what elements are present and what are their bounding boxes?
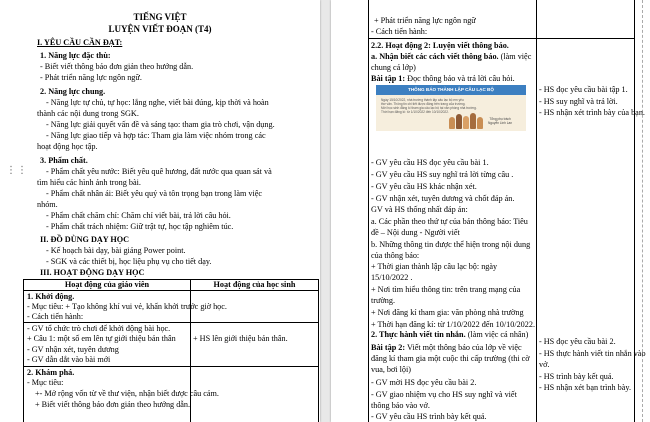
- drag-handle-icon[interactable]: ⋮⋮: [6, 165, 28, 176]
- table-cell: - GV yêu cầu HS suy nghĩ trả lời từng câu .: [371, 170, 514, 179]
- notice-signature-name: Nguyễn Linh Lan: [488, 121, 513, 125]
- table-cell: + Thời hạn đăng kí: từ 1/10/2022 đến 10/10/2022.: [371, 320, 536, 329]
- table-cell: - HS đọc yêu cầu bài tập 1.: [539, 85, 628, 94]
- table-cell: + Biết viết thông báo đơn giản theo hướng dẫn.: [35, 400, 191, 409]
- table-cell: (làm việc cá nhân): [467, 330, 529, 339]
- table-cell: chung cả lớp): [371, 63, 416, 72]
- right-page: [331, 0, 650, 422]
- table-cell: vở.: [539, 360, 550, 369]
- section-heading: II. ĐỒ DÙNG DẠY HỌC: [40, 235, 130, 244]
- text-line: - Phẩm chất yêu nước: Biết yêu quê hương, đất nước qua quan sát và: [46, 167, 272, 176]
- table-cell: b. Những thông tin được thể hiện trong nội dung: [371, 240, 531, 249]
- table-cell: thông báo vào vở.: [371, 401, 430, 410]
- table-cell: - GV yêu cầu HS khác nhận xét.: [371, 182, 477, 191]
- table-cell: - HS thực hành viết tin nhắn vào: [539, 349, 646, 358]
- table-border: [536, 0, 537, 422]
- table-cell: (làm việc: [500, 52, 532, 61]
- text-line: - Năng lực tự chủ, tự học: lắng nghe, viết bài đúng, kịp thời và hoàn: [46, 98, 269, 107]
- table-cell: - HS nhận xét bạn trình bày.: [539, 383, 632, 392]
- subheading: 2. Năng lực chung.: [40, 87, 106, 96]
- table-cell: - GV yêu cầu HS đọc yêu cầu bài 1.: [371, 158, 489, 167]
- table-cell: + Phát triển năng lực ngôn ngữ: [374, 16, 476, 25]
- table-cell: + Nơi tìm hiểu thông tin: trên trang mạng của: [371, 285, 521, 294]
- table-cell: - HS suy nghĩ và trả lời.: [539, 97, 618, 106]
- table-border: [318, 279, 319, 422]
- table-cell: đề – Nội dung - Người viết: [371, 228, 460, 237]
- table-cell: - Cách tiến hành:: [371, 27, 428, 36]
- text-line: - Năng lực giao tiếp và hợp tác: Tham gia làm việc nhóm trong các: [46, 131, 266, 140]
- exercise-label: Bài tập 1:: [371, 74, 406, 83]
- notice-signature: [488, 117, 512, 125]
- exercise-label: Bài tập 2:: [371, 343, 406, 352]
- table-cell: - HS trình bày kết quả.: [539, 372, 614, 381]
- table-border: [190, 279, 191, 422]
- table-cell: - GV nhận xét, tuyên dương và chốt đáp án.: [371, 194, 515, 203]
- table-border: [23, 290, 319, 291]
- left-page: [0, 0, 320, 422]
- table-cell: - HS đọc yêu cầu bài 2.: [539, 337, 616, 346]
- table-cell: - GV tổ chức trò chơi để khởi động bài học.: [27, 324, 171, 333]
- notice-image: [376, 85, 526, 131]
- table-cell: đăng kí tham gia một cuộc thi cấp trường (thi cờ: [371, 354, 530, 363]
- table-cell: + Nơi đăng kí tham gia: văn phòng nhà trường: [371, 308, 524, 317]
- table-cell: - GV giao nhiệm vụ cho HS suy nghĩ và viết: [371, 390, 517, 399]
- table-border: [23, 366, 319, 367]
- table-cell: +- Mở rộng vốn từ về thư viện, nhận biết được câu cảm.: [35, 389, 219, 398]
- text-line: - Phẩm chất chăm chỉ: Chăm chỉ viết bài, trả lời câu hỏi.: [46, 211, 231, 220]
- table-cell: 2. Thực hành viết tin nhắn.: [371, 330, 466, 339]
- subject-title: TIẾNG VIỆT: [133, 12, 187, 22]
- text-line: thành các nội dung trong SGK.: [37, 109, 139, 118]
- people-illustration-icon: [448, 113, 484, 129]
- table-border: [368, 0, 369, 422]
- notice-text: Ngày 15/10/2022, nhà trường thành lập câu lạc bộ em yêu: [381, 98, 464, 102]
- text-line: nhóm.: [37, 200, 58, 209]
- notice-text: Thời hạn đăng kí: từ 1/10/2022 đến 10/10/2022.: [381, 110, 449, 114]
- table-cell: a. Nhận biết các cách viết thông báo.: [371, 52, 499, 61]
- text-line: - Phẩm chất nhân ái: Biết yêu quý và tôn trọng bạn trong làm việc: [46, 189, 263, 198]
- table-cell: + Câu 1: một số em lên tự giới thiệu bản thân: [27, 334, 176, 343]
- table-cell: - HS nhận xét trình bày của bạn.: [539, 108, 645, 117]
- table-cell: Đọc thông báo và trả lời câu hỏi.: [407, 74, 515, 83]
- subheading: 1. Năng lực đặc thù:: [40, 51, 111, 60]
- table-cell: - GV mời HS đọc yêu cầu bài 2.: [371, 378, 477, 387]
- section-heading: III. HOẠT ĐỘNG DẠY HỌC: [40, 268, 145, 277]
- notice-text: Mời học sinh đăng kí tham gia câu lạc bộ tại văn phòng nhà trường.: [381, 106, 477, 110]
- table-cell: - Mục tiêu:: [27, 378, 64, 387]
- table-border: [23, 322, 319, 323]
- text-line: - Năng lực giải quyết vấn đề và sáng tạo: tham gia trò chơi, vận dụng.: [46, 120, 275, 129]
- table-cell: 15/10/2022 .: [371, 273, 413, 282]
- table-header-teacher: Hoạt động của giáo viên: [64, 280, 150, 289]
- table-border: [368, 38, 634, 39]
- text-line: - Phát triển năng lực ngôn ngữ.: [40, 73, 142, 82]
- table-cell: a. Các phần theo thứ tự của bản thông báo: Tiêu: [371, 217, 528, 226]
- table-cell: - Cách tiến hành:: [27, 312, 84, 321]
- table-cell: Viết một thông báo của lớp về việc: [407, 343, 522, 352]
- table-cell: GV và HS thống nhất đáp án:: [371, 205, 468, 214]
- text-line: - Kế hoạch bài dạy, bài giảng Power point.: [46, 246, 186, 255]
- subheading: 3. Phẩm chất.: [40, 156, 88, 165]
- table-cell: - GV dẫn dắt vào bài mới: [27, 355, 111, 364]
- notice-text: thơ văn. Thông tin chi tiết được đăng trên trang của trường.: [381, 102, 466, 106]
- table-border: [23, 279, 24, 422]
- notice-title: THÔNG BÁO THÀNH LẬP CÂU LẠC BỘ: [376, 85, 526, 95]
- text-line: - SGK và các thiết bị, học liệu phụ vụ cho tiết dạy.: [46, 257, 212, 266]
- table-cell: 2. Khám phá.: [27, 368, 75, 377]
- table-cell: 2.2. Hoạt động 2: Luyện viết thông báo.: [371, 41, 509, 50]
- text-line: - Phẩm chất trách nhiệm: Giữ trật tự, học tập nghiêm túc.: [46, 222, 234, 231]
- text-line: hoạt động học tập.: [37, 142, 98, 151]
- lesson-title: LUYỆN VIẾT ĐOẠN (T4): [108, 24, 212, 34]
- table-cell: vua, bơi lội): [371, 365, 412, 374]
- table-cell: - Mục tiêu: + Tạo không khí vui vẻ, khấn khởi trước giờ học.: [27, 302, 227, 311]
- notice-signature-role: Tổng phụ trách: [489, 117, 511, 121]
- table-cell: của thông báo:: [371, 251, 420, 260]
- table-cell: + Thời gian thành lập câu lạc bộ: ngày: [371, 262, 498, 271]
- text-line: - Biết viết thông báo đơn giản theo hướng dẫn.: [40, 62, 194, 71]
- table-cell: trường.: [371, 296, 396, 305]
- text-line: tìm hiểu các hình ảnh trong bài.: [37, 178, 141, 187]
- table-header-student: Hoạt động của học sinh: [213, 280, 296, 289]
- table-cell: 1. Khởi động.: [27, 292, 75, 301]
- table-cell: + HS lên giới thiệu bản thân.: [193, 334, 288, 343]
- table-cell: - GV nhận xét, tuyên dương: [27, 345, 119, 354]
- table-cell: - GV yêu cầu HS trình bày kết quả.: [371, 412, 487, 421]
- section-heading: I. YÊU CẦU CẦN ĐẠT:: [37, 38, 123, 47]
